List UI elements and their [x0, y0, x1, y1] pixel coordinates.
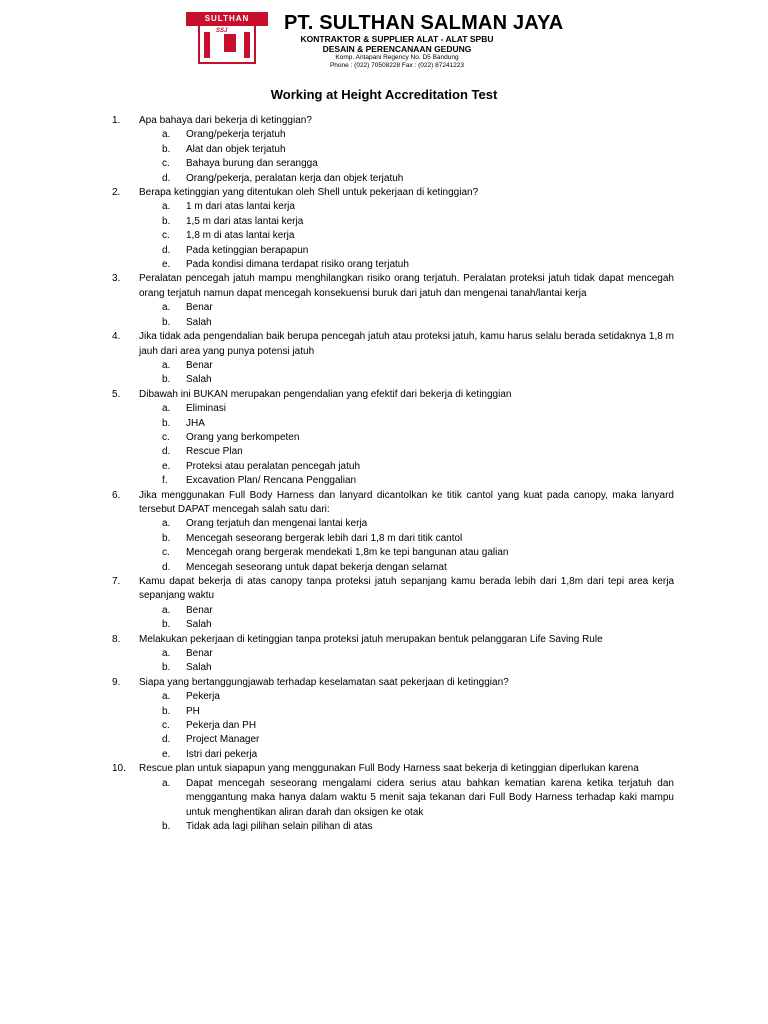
- answer-option: [112, 748, 674, 762]
- option-letter: d.: [162, 734, 171, 746]
- answer-option: [112, 777, 674, 820]
- answer-option: [112, 128, 674, 142]
- option-text: Salah: [186, 374, 212, 386]
- fuel-pump-icon: [224, 34, 236, 52]
- question-item: [112, 575, 674, 604]
- answer-option: [112, 474, 674, 488]
- question-text: Jika menggunakan Full Body Harness dan lanyard dicantolkan ke titik cantol yang kuat pada canopy, maka lanyard tersebut DAPAT mencegah salah satu dari:: [139, 489, 674, 515]
- question-text: Siapa yang bertanggungjawab terhadap keselamatan saat pekerjaan di ketinggian?: [139, 676, 509, 688]
- option-text: Pekerja dan PH: [186, 720, 257, 732]
- option-text: 1 m dari atas lantai kerja: [186, 201, 295, 213]
- option-text: Istri dari pekerja: [186, 748, 258, 760]
- option-letter: a.: [162, 604, 171, 616]
- question-item: [112, 676, 674, 690]
- option-letter: a.: [162, 302, 171, 314]
- answer-option: [112, 402, 674, 416]
- question-item: [112, 330, 674, 359]
- option-letter: b.: [162, 619, 171, 631]
- option-text: Orang terjatuh dan mengenai lantai kerja: [186, 518, 368, 530]
- answer-option: [112, 258, 674, 272]
- option-letter: b.: [162, 820, 171, 832]
- option-letter: a.: [162, 129, 171, 141]
- question-item: [112, 633, 674, 647]
- answer-option: [112, 445, 674, 459]
- option-text: Orang/pekerja, peralatan kerja dan objek terjatuh: [186, 172, 404, 184]
- question-text: Rescue plan untuk siapapun yang menggunakan Full Body Harness saat bekerja di ketinggian diperlukan karena: [139, 763, 639, 775]
- answer-option: [112, 373, 674, 387]
- option-text: Pada kondisi dimana terdapat risiko orang terjatuh: [186, 259, 409, 271]
- answer-option: [112, 359, 674, 373]
- option-letter: c.: [162, 720, 170, 732]
- option-text: Proteksi atau peralatan pencegah jatuh: [186, 460, 361, 472]
- option-letter: c.: [162, 158, 170, 170]
- answer-option: [112, 733, 674, 747]
- question-text: Dibawah ini BUKAN merupakan pengendalian yang efektif dari bekerja di ketinggian: [139, 388, 512, 400]
- option-text: Salah: [186, 316, 212, 328]
- option-letter: c.: [162, 547, 170, 559]
- company-phone: Phone : (022) 70508228 Fax : (022) 87241223: [329, 62, 465, 69]
- option-text: Mencegah seseorang bergerak lebih dari 1,8 m dari titik cantol: [186, 532, 463, 544]
- company-logo: [186, 12, 268, 64]
- question-number: 1.: [112, 115, 121, 126]
- question-number: 3.: [112, 273, 121, 285]
- answer-option: [112, 431, 674, 445]
- option-letter: c.: [162, 230, 170, 242]
- test-title: Working at Height Accreditation Test: [270, 87, 498, 102]
- question-text: Jika tidak ada pengendalian baik berupa pencegah jatuh atau proteksi jatuh, kamu harus selalu berada setidaknya 1,8 m jauh dari area yang punya potensi jatuh: [139, 331, 674, 357]
- answer-option: [112, 532, 674, 546]
- question-item: [112, 186, 674, 200]
- option-letter: b.: [162, 215, 171, 227]
- option-letter: b.: [162, 316, 171, 328]
- option-text: Orang yang berkompeten: [186, 431, 300, 443]
- question-item: [112, 489, 674, 518]
- option-text: PH: [186, 705, 200, 717]
- option-letter: d.: [162, 561, 171, 573]
- option-text: Pekerja: [186, 691, 220, 703]
- logo-mark: SSJ: [216, 28, 228, 34]
- option-letter: b.: [162, 417, 171, 429]
- company-name: PT. SULTHAN SALMAN JAYA: [284, 12, 564, 34]
- question-text: Apa bahaya dari bekerja di ketinggian?: [139, 115, 312, 126]
- option-letter: e.: [162, 460, 171, 472]
- question-item: [112, 114, 674, 128]
- question-number: 2.: [112, 187, 121, 199]
- option-text: Eliminasi: [186, 403, 227, 415]
- question-text: Kamu dapat bekerja di atas canopy tanpa proteksi jatuh sepanjang kamu berada lebih dari 1,8m dari tepi area kerja sepanjang waktu: [139, 576, 674, 602]
- answer-option: [112, 157, 674, 171]
- option-letter: b.: [162, 662, 171, 674]
- option-text: Mencegah orang bergerak mendekati 1,8m ke tepi bangunan atau galian: [186, 547, 509, 559]
- question-text: Melakukan pekerjaan di ketinggian tanpa proteksi jatuh merupakan bentuk pelanggaran Life Saving Rule: [139, 633, 603, 645]
- answer-option: [112, 604, 674, 618]
- option-text: Salah: [186, 662, 212, 674]
- question-number: 8.: [112, 633, 121, 645]
- option-text: Benar: [186, 359, 213, 371]
- answer-option: [112, 229, 674, 243]
- question-number: 5.: [112, 388, 121, 400]
- question-number: 9.: [112, 676, 121, 688]
- option-letter: d.: [162, 244, 171, 256]
- option-text: Tidak ada lagi pilihan selain pilihan di atas: [186, 820, 373, 832]
- option-text: Pada ketinggian berapapun: [186, 244, 309, 256]
- answer-option: [112, 301, 674, 315]
- logo-stripe: [244, 32, 250, 58]
- option-text: Project Manager: [186, 734, 260, 746]
- answer-option: [112, 460, 674, 474]
- question-number: 4.: [112, 331, 121, 343]
- answer-option: [112, 690, 674, 704]
- option-letter: b.: [162, 705, 171, 717]
- question-number: 6.: [112, 489, 121, 501]
- option-letter: a.: [162, 777, 171, 789]
- option-letter: b.: [162, 532, 171, 544]
- option-text: Salah: [186, 619, 212, 631]
- answer-option: [112, 719, 674, 733]
- question-item: [112, 762, 674, 776]
- letterhead: [186, 12, 564, 69]
- answer-option: [112, 561, 674, 575]
- logo-text: SULTHAN: [204, 14, 250, 23]
- answer-option: [112, 546, 674, 560]
- company-tagline-2: DESAIN & PERENCANAAN GEDUNG: [322, 44, 472, 54]
- option-text: Alat dan objek terjatuh: [186, 143, 286, 155]
- answer-option: [112, 647, 674, 661]
- option-letter: f.: [162, 475, 168, 487]
- question-number: 10.: [112, 763, 126, 775]
- option-text: Orang/pekerja terjatuh: [186, 129, 286, 141]
- option-letter: d.: [162, 446, 171, 458]
- option-letter: a.: [162, 518, 171, 530]
- answer-option: [112, 705, 674, 719]
- option-text: Benar: [186, 604, 213, 616]
- company-address: Komp. Antapani Regency No. D5 Bandung: [335, 54, 459, 61]
- option-text: Excavation Plan/ Rencana Penggalian: [186, 475, 357, 487]
- logo-stripe: [204, 32, 210, 58]
- option-letter: e.: [162, 748, 171, 760]
- option-text: 1,5 m dari atas lantai kerja: [186, 215, 304, 227]
- question-text: Peralatan pencegah jatuh mampu menghilangkan risiko orang terjatuh. Peralatan proteksi jatuh tidak dapat mencegah orang terjatuh namun dapat mencegah konsekuensi buruk dari jatuh dan mengenai tanah/lantai kerja: [139, 273, 674, 299]
- answer-option: [112, 517, 674, 531]
- option-text: Dapat mencegah seseorang mengalami cidera serius atau bahkan kematian karena ketika terjatuh dan menggantung maka hanya dalam waktu 5 menit saja tekanan dari Full Body Harness terhadap kaki mampu untuk menghentikan aliran darah dan oksigen ke otak: [186, 777, 674, 818]
- answer-option: [112, 316, 674, 330]
- question-item: [112, 272, 674, 301]
- answer-option: [112, 172, 674, 186]
- option-text: Bahaya burung dan serangga: [186, 158, 318, 170]
- option-letter: b.: [162, 143, 171, 155]
- answer-option: [112, 200, 674, 214]
- answer-option: [112, 244, 674, 258]
- option-letter: a.: [162, 403, 171, 415]
- option-letter: a.: [162, 691, 171, 703]
- answer-option: [112, 618, 674, 632]
- answer-option: [112, 661, 674, 675]
- question-text: Berapa ketinggian yang ditentukan oleh Shell untuk pekerjaan di ketinggian?: [139, 187, 479, 199]
- option-letter: a.: [162, 201, 171, 213]
- company-info: [284, 12, 564, 70]
- option-letter: c.: [162, 431, 170, 443]
- company-tagline-1: KONTRAKTOR & SUPPLIER ALAT - ALAT SPBU: [300, 34, 494, 44]
- option-letter: a.: [162, 648, 171, 660]
- logo-building: [198, 26, 256, 64]
- option-letter: b.: [162, 374, 171, 386]
- option-text: Benar: [186, 648, 213, 660]
- question-list: [112, 114, 674, 834]
- answer-option: [112, 143, 674, 157]
- option-text: Mencegah seseorang untuk dapat bekerja dengan selamat: [186, 561, 447, 573]
- option-text: JHA: [186, 417, 205, 429]
- option-letter: d.: [162, 172, 171, 184]
- answer-option: [112, 820, 674, 834]
- answer-option: [112, 417, 674, 431]
- question-number: 7.: [112, 576, 121, 587]
- option-text: 1,8 m di atas lantai kerja: [186, 230, 295, 242]
- option-text: Rescue Plan: [186, 446, 243, 458]
- answer-option: [112, 215, 674, 229]
- option-letter: a.: [162, 359, 171, 371]
- option-text: Benar: [186, 302, 213, 314]
- option-letter: e.: [162, 259, 171, 271]
- question-item: [112, 388, 674, 402]
